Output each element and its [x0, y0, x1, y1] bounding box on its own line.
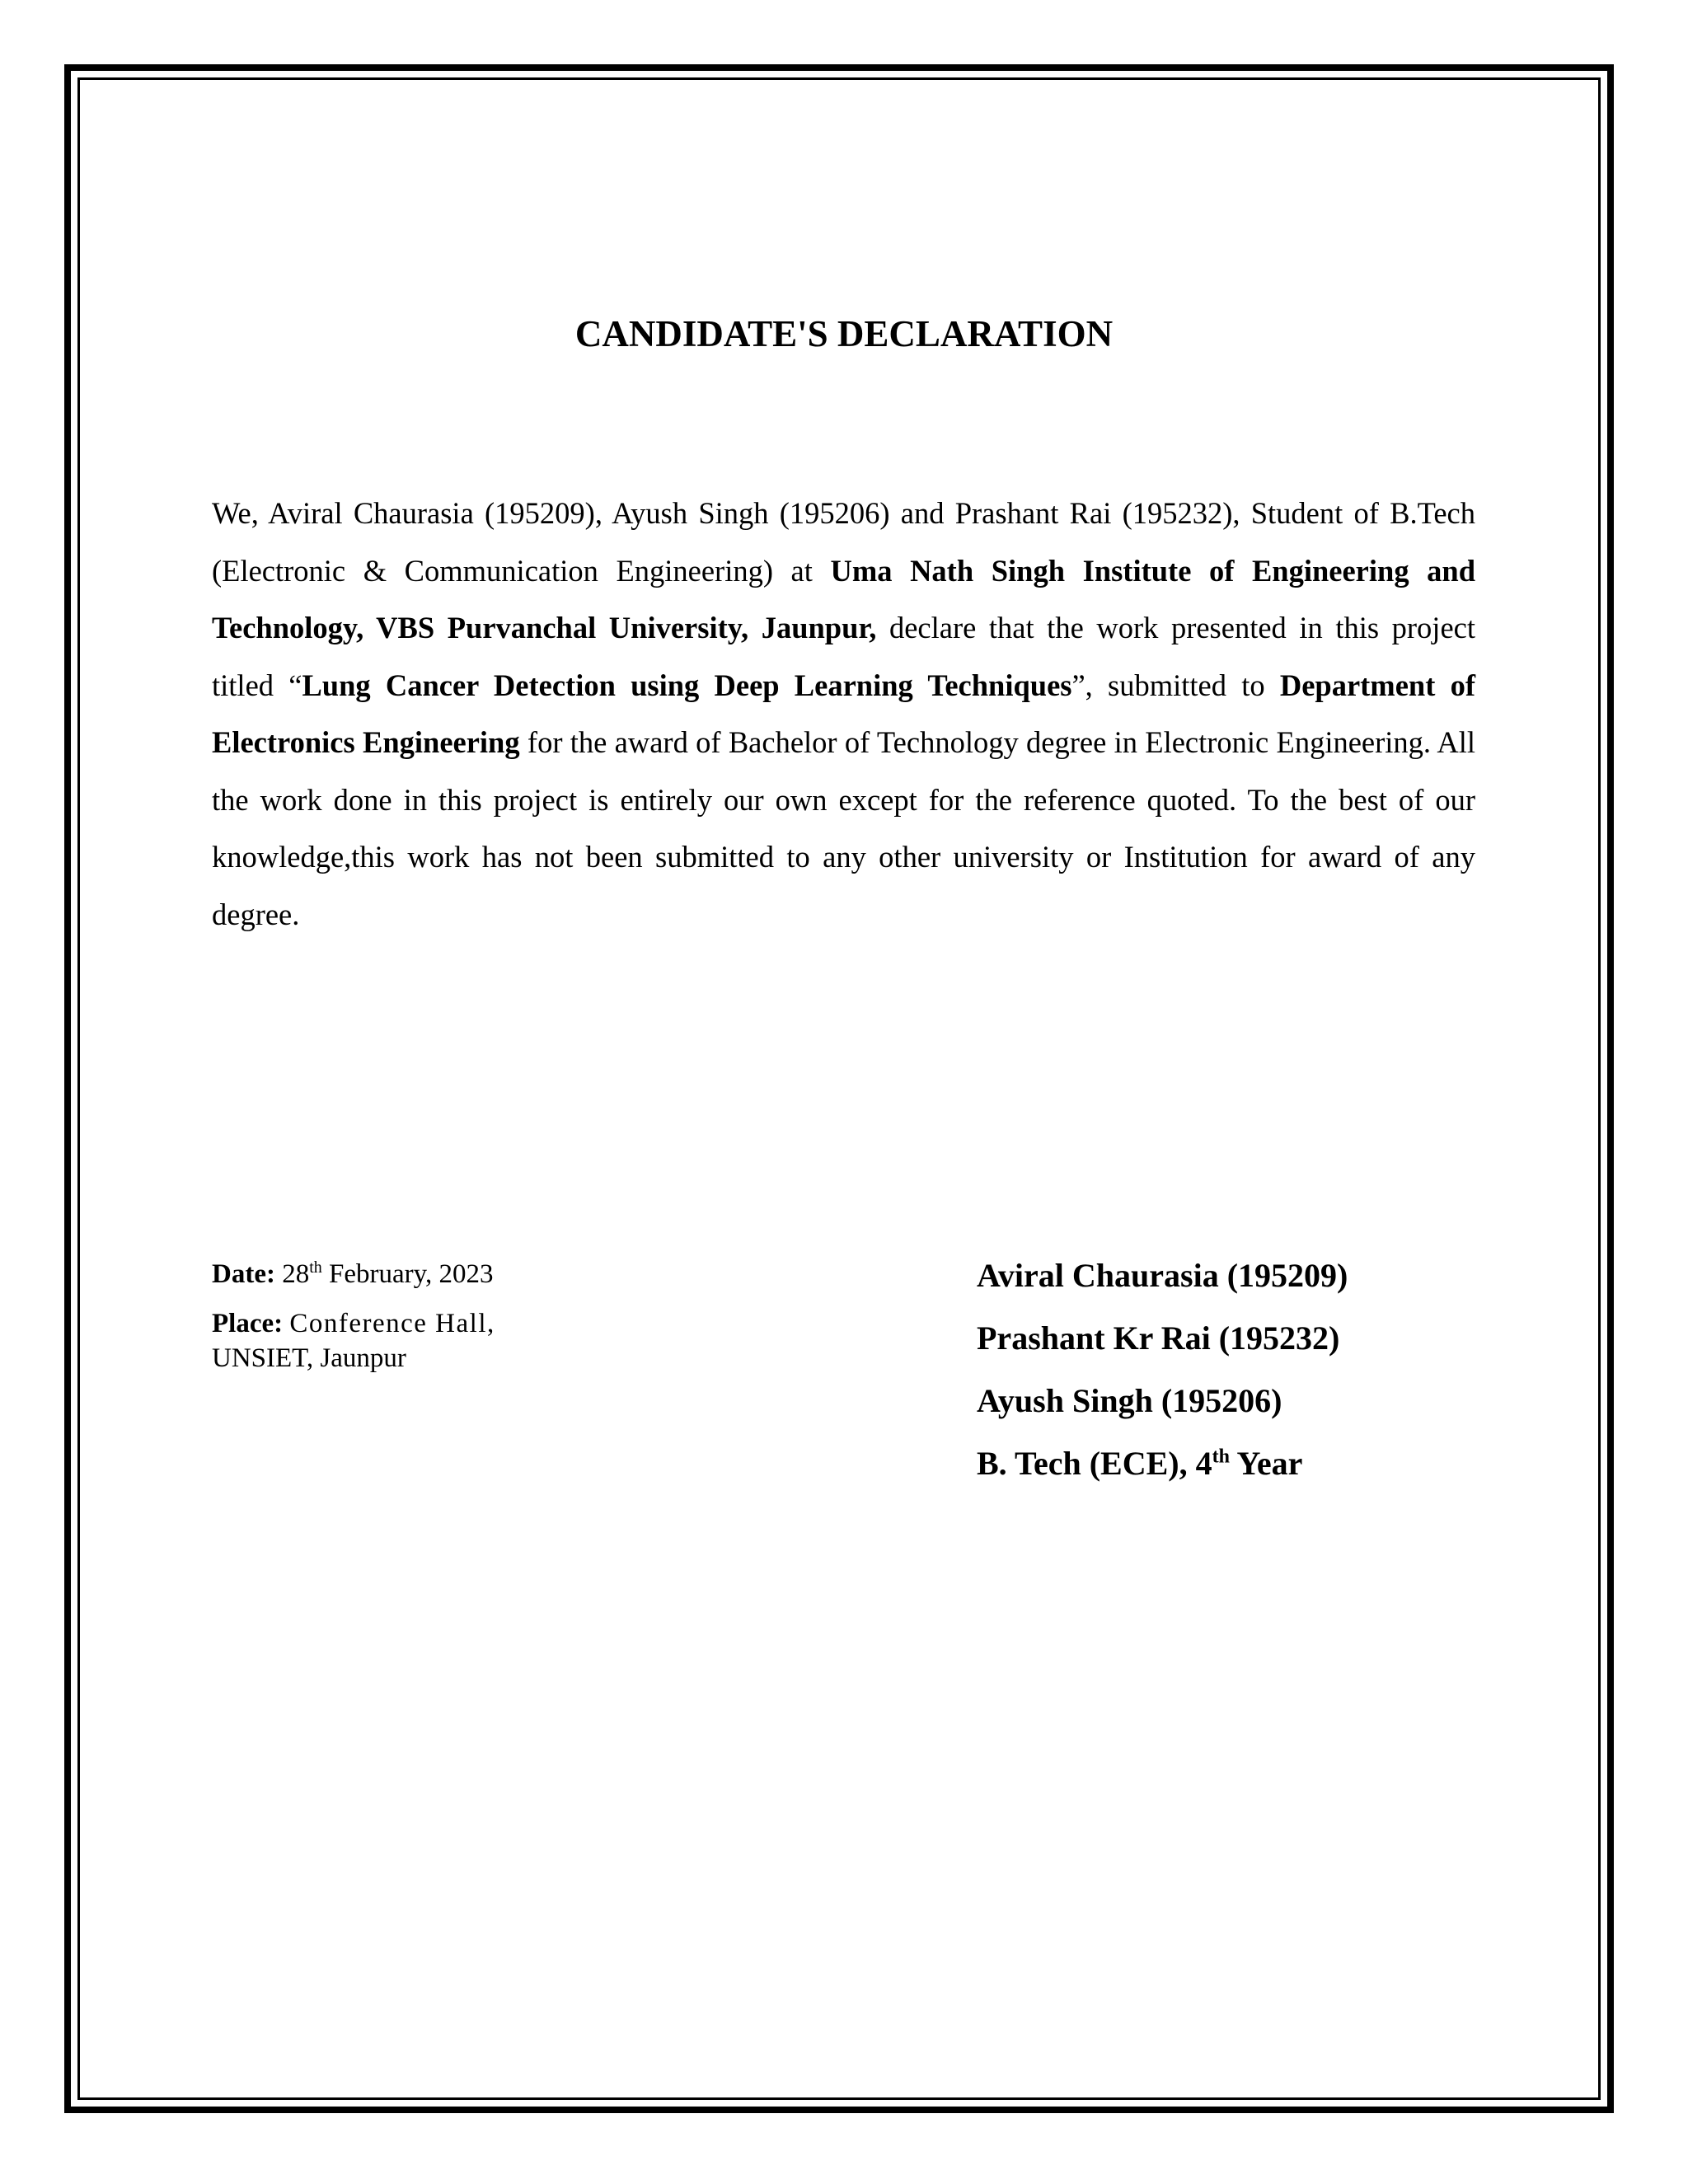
place-line-1: Conference Hall, [289, 1309, 495, 1338]
course-suffix: th [1212, 1446, 1230, 1468]
signatory-name: Aviral Chaurasia (195209) [977, 1257, 1348, 1294]
institute-name: Uma Nath Singh Institute of Engineering and Technology, VBS Purvanchal University, Jaunpur, [212, 553, 1475, 644]
signatories-block [977, 1244, 1603, 1495]
declaration-text-3: ”, submitted to [1071, 668, 1280, 702]
date-line [212, 1257, 871, 1291]
date-place-block [212, 1257, 871, 1376]
signatory-name: Ayush Singh (195206) [977, 1382, 1282, 1419]
place-line [212, 1306, 871, 1341]
signatory-name: Prashant Kr Rai (195232) [977, 1319, 1340, 1357]
place-label: Place: [212, 1309, 284, 1338]
course-prefix: B. Tech (ECE), 4 [977, 1445, 1212, 1482]
date-day-suffix: th [309, 1258, 322, 1277]
date-rest: February, 2023 [329, 1259, 494, 1289]
course-rest: Year [1236, 1445, 1303, 1482]
declaration-paragraph [212, 485, 1475, 943]
date-label: Date: [212, 1259, 275, 1289]
page-title: CANDIDATE'S DECLARATION [574, 313, 1114, 354]
declaration-text-4: for the award of Bachelor of Technology degree in Electronic Engineering. All the work done in this project is entirely our own except for the reference quoted. To the best of our knowledge,this work has not been submitted to any other university or Institution for award of any degree. [212, 725, 1475, 931]
date-day: 28 [282, 1259, 310, 1289]
declaration-text-1: We, Aviral Chaurasia (195209), Ayush Singh (195206) and Prashant Rai (195232), Student of B.Tech (Electronic & Communication Engineering) at [212, 496, 1475, 588]
place-line-2: UNSIET, Jaunpur [212, 1343, 406, 1373]
department-name: Department of Electronics Engineering [212, 668, 1475, 759]
course-line [977, 1432, 1603, 1495]
project-title: Lung Cancer Detection using Deep Learning Techniques [302, 668, 1072, 702]
declaration-text-2: declare that the work presented in this project titled “ [212, 611, 1475, 702]
page-border-inner [77, 77, 1601, 2100]
